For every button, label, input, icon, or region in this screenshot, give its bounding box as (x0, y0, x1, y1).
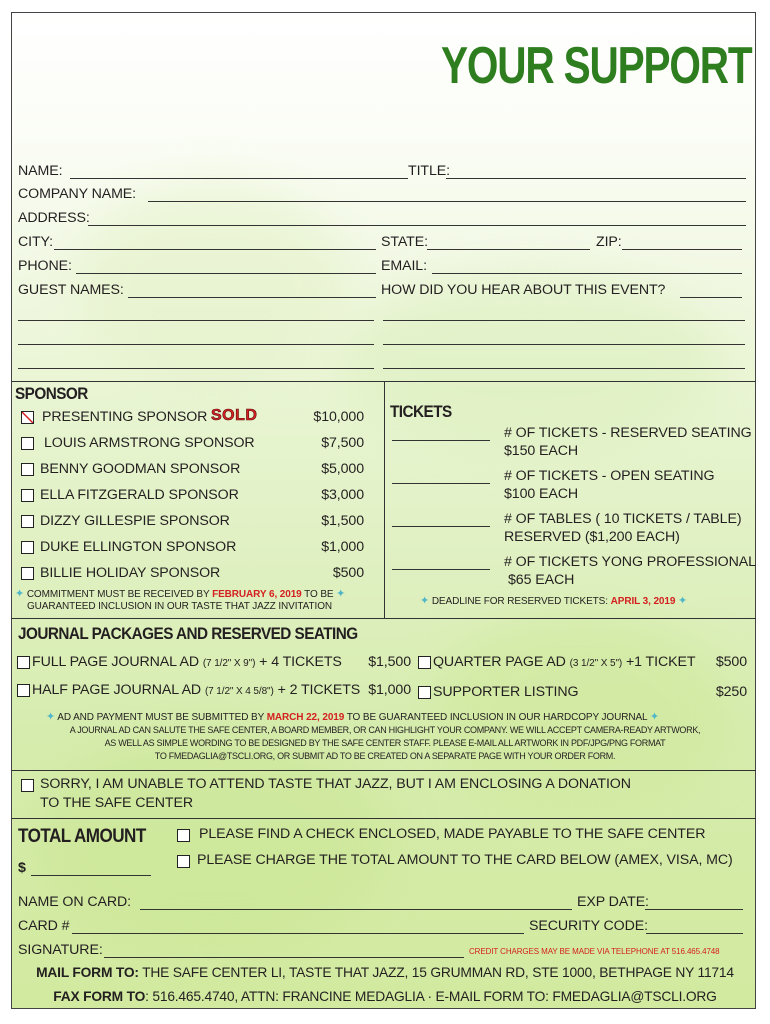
city-field[interactable] (54, 249, 376, 250)
title-field[interactable] (446, 178, 746, 179)
open-tickets-field[interactable] (392, 483, 490, 484)
presenting-sponsor-checkbox[interactable] (21, 411, 34, 424)
donation-label-2: TO THE SAFE CENTER (40, 795, 193, 811)
duke-ellington-checkbox[interactable] (21, 541, 34, 554)
ticket-price: $150 EACH (504, 443, 579, 459)
zip-field[interactable] (622, 249, 742, 250)
signature-label: SIGNATURE: (18, 942, 103, 958)
ticket-option: # OF TICKETS - RESERVED SEATING (504, 425, 752, 441)
tables-field[interactable] (392, 526, 490, 527)
total-amount-heading: TOTAL AMOUNT (18, 826, 146, 847)
louis-armstrong-checkbox[interactable] (21, 437, 34, 450)
address-field[interactable] (88, 225, 746, 226)
dizzy-gillespie-checkbox[interactable] (21, 515, 34, 528)
guest-names-label: GUEST NAMES: (18, 282, 124, 298)
ticket-price: RESERVED ($1,200 EACH) (504, 529, 680, 545)
star-icon: ✦ (649, 711, 659, 723)
mail-form-line: MAIL FORM TO: THE SAFE CENTER LI, TASTE THAT JAZZ, 15 GRUMMAN RD, STE 1000, BETHPAGE NY 11714 (36, 965, 734, 980)
security-code-field[interactable] (646, 933, 743, 934)
fax-form-line: FAX FORM TO: 516.465.4740, ATTN: FRANCINE MEDAGLIA · E-MAIL FORM TO: FMEDAGLIA@TSCLI.ORG (53, 989, 717, 1004)
sponsor-label: DUKE ELLINGTON SPONSOR (40, 539, 237, 555)
journal-deadline-note: ✦ AD AND PAYMENT MUST BE SUBMITTED BY MARCH 22, 2019 TO BE GUARANTEED INCLUSION IN OUR HARDCOPY JOURNAL ✦ (46, 711, 659, 723)
page-title: YOUR SUPPORT (441, 37, 752, 95)
star-icon: ✦ (420, 595, 430, 607)
sponsor-heading: SPONSOR (15, 384, 88, 403)
sponsor-deadline-note: ✦ COMMITMENT MUST BE RECEIVED BY FEBRUARY 6, 2019 TO BE ✦ (15, 588, 346, 600)
sponsor-label: BILLIE HOLIDAY SPONSOR (40, 565, 221, 581)
signature-field[interactable] (104, 957, 464, 958)
sponsor-amount: $1,000 (321, 539, 364, 555)
city-label: CITY: (18, 234, 53, 250)
ticket-price: $100 EACH (504, 486, 579, 502)
hear-line[interactable] (383, 344, 745, 345)
donation-label: SORRY, I AM UNABLE TO ATTEND TASTE THAT JAZZ, BUT I AM ENCLOSING A DONATION (40, 776, 631, 792)
sold-badge: SOLD (211, 407, 258, 424)
ticket-option: # OF TICKETS - OPEN SEATING (504, 468, 715, 484)
currency-symbol: $ (18, 860, 26, 876)
sponsor-label: BENNY GOODMAN SPONSOR (40, 461, 241, 477)
state-field[interactable] (427, 249, 590, 250)
reserved-tickets-field[interactable] (392, 440, 490, 441)
full-page-ad-amount: $1,500 (368, 654, 411, 670)
guest-line[interactable] (18, 368, 374, 369)
tickets-heading: TICKETS (390, 402, 452, 421)
divider (11, 770, 756, 771)
ticket-option: # OF TABLES ( 10 TICKETS / TABLE) (504, 511, 742, 527)
email-field[interactable] (432, 273, 742, 274)
sponsor-amount: $1,500 (321, 513, 364, 529)
benny-goodman-checkbox[interactable] (21, 463, 34, 476)
name-label: NAME: (18, 163, 63, 179)
young-pro-tickets-field[interactable] (392, 569, 490, 570)
card-number-label: CARD # (18, 918, 70, 934)
ella-fitzgerald-checkbox[interactable] (21, 489, 34, 502)
ticket-price: $65 EACH (508, 572, 575, 588)
sponsor-label: PRESENTING SPONSOR (42, 409, 208, 425)
divider (384, 381, 385, 618)
name-on-card-field[interactable] (140, 909, 572, 910)
sponsor-deadline-note-2: GUARANTEED INCLUSION IN OUR TASTE THAT JAZZ INVITATION (27, 601, 333, 612)
star-icon: ✦ (15, 588, 25, 600)
address-label: ADDRESS: (18, 210, 90, 226)
exp-date-label: EXP DATE: (577, 894, 649, 910)
billie-holiday-checkbox[interactable] (21, 567, 34, 580)
guest-line[interactable] (18, 344, 374, 345)
star-icon: ✦ (336, 588, 346, 600)
full-page-ad-label: FULL PAGE JOURNAL AD (7 1/2" X 9") + 4 TICKETS (32, 654, 342, 670)
hear-about-label: HOW DID YOU HEAR ABOUT THIS EVENT? (381, 282, 666, 298)
hear-line[interactable] (383, 368, 745, 369)
charge-card-checkbox[interactable] (177, 855, 190, 868)
sponsor-amount: $7,500 (321, 435, 364, 451)
star-icon: ✦ (46, 711, 56, 723)
charge-card-label: PLEASE CHARGE THE TOTAL AMOUNT TO THE CARD BELOW (AMEX, VISA, MC) (197, 852, 733, 868)
guest-names-field[interactable] (128, 297, 376, 298)
sponsor-amount: $10,000 (313, 409, 364, 425)
total-amount-field[interactable] (31, 875, 151, 876)
zip-label: ZIP: (596, 234, 622, 250)
star-icon: ✦ (677, 595, 688, 607)
title-label: TITLE: (408, 163, 450, 179)
sponsor-label: DIZZY GILLESPIE SPONSOR (40, 513, 230, 529)
journal-heading: JOURNAL PACKAGES AND RESERVED SEATING (18, 624, 358, 643)
company-field[interactable] (148, 201, 746, 202)
supporter-listing-checkbox[interactable] (418, 686, 431, 699)
tickets-deadline-note: ✦ DEADLINE FOR RESERVED TICKETS: APRIL 3, 2019 ✦ (420, 595, 688, 607)
company-label: COMPANY NAME: (18, 186, 136, 202)
slash-mark-icon (22, 412, 33, 423)
journal-note-line4: TO FMEDAGLIA@TSCLI.ORG, OR SUBMIT AD TO BE CREATED ON A SEPARATE PAGE WITH YOUR ORDER FORM. (154, 751, 616, 761)
name-field[interactable] (70, 178, 408, 179)
exp-date-field[interactable] (645, 909, 743, 910)
check-enclosed-label: PLEASE FIND A CHECK ENCLOSED, MADE PAYABLE TO THE SAFE CENTER (199, 826, 706, 842)
quarter-page-ad-label: QUARTER PAGE AD (3 1/2" X 5") +1 TICKET (433, 654, 696, 670)
hear-about-field[interactable] (680, 297, 742, 298)
divider (11, 618, 756, 619)
email-label: EMAIL: (381, 258, 427, 274)
donation-checkbox[interactable] (21, 779, 34, 792)
hear-line[interactable] (383, 320, 745, 321)
sponsor-label: LOUIS ARMSTRONG SPONSOR (44, 435, 255, 451)
journal-note-line3: AS WELL AS SIMPLE WORDING TO BE DESIGNED BY THE SAFE CENTER STAFF. PLEASE E-MAIL ALL ARTWORK IN PDF/JPG/PNG FORMAT (104, 738, 666, 748)
full-page-ad-checkbox[interactable] (17, 656, 30, 669)
half-page-ad-amount: $1,000 (368, 682, 411, 698)
name-on-card-label: NAME ON CARD: (18, 894, 131, 910)
sponsor-amount: $500 (332, 565, 364, 581)
divider (11, 818, 756, 819)
quarter-page-ad-amount: $500 (715, 654, 747, 670)
ticket-option: # OF TICKETS YONG PROFESSIONAL (504, 554, 756, 570)
supporter-listing-amount: $250 (715, 684, 747, 700)
half-page-ad-label: HALF PAGE JOURNAL AD (7 1/2" X 4 5/8") + 2 TICKETS (32, 682, 361, 698)
security-code-label: SECURITY CODE: (529, 918, 648, 934)
guest-line[interactable] (18, 320, 374, 321)
phone-charge-note: CREDIT CHARGES MAY BE MADE VIA TELEPHONE AT 516.465.4748 (469, 947, 720, 956)
card-number-field[interactable] (72, 933, 524, 934)
sponsor-amount: $5,000 (321, 461, 364, 477)
state-label: STATE: (381, 234, 428, 250)
quarter-page-ad-checkbox[interactable] (418, 656, 431, 669)
sponsor-label: ELLA FITZGERALD SPONSOR (40, 487, 239, 503)
half-page-ad-checkbox[interactable] (17, 684, 30, 697)
phone-label: PHONE: (18, 258, 72, 274)
supporter-listing-label: SUPPORTER LISTING (433, 684, 579, 700)
journal-note-line2: A JOURNAL AD CAN SALUTE THE SAFE CENTER, A BOARD MEMBER, OR CAN HIGHLIGHT YOUR COMPANY. WE WILL ACCEPT CAMERA-READY ARTWORK, (69, 725, 701, 735)
phone-field[interactable] (76, 273, 376, 274)
sponsor-amount: $3,000 (321, 487, 364, 503)
check-enclosed-checkbox[interactable] (177, 829, 190, 842)
